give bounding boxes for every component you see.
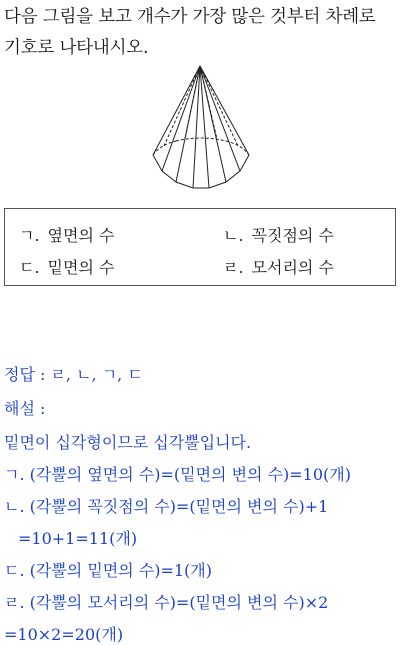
question-line-1: 다음 그림을 보고 개수가 가장 많은 것부터 차례로 [4,7,376,27]
choice-mark: ㄹ. [223,258,244,277]
explanation-line: ㄴ. (각뿔의 꼭짓점의 수)=(밑면의 변의 수)+1 [4,497,329,516]
choice-label: 옆면의 수 [47,226,115,245]
explanation-line: =10+1=11(개) [18,529,138,548]
choice-item [223,223,334,246]
answer-line: 정답 : ㄹ, ㄴ, ㄱ, ㄷ [4,365,143,384]
choice-mark: ㄱ. [19,226,40,245]
explanation-line: 밑면이 십각형이므로 십각뿔입니다. [4,433,252,452]
decagonal-pyramid-icon [150,63,252,193]
explanation-line: =10×2=20(개) [4,625,124,644]
pyramid-figure [150,63,252,193]
choices-box [4,208,396,286]
choice-item [223,255,334,278]
choice-mark: ㄷ. [19,258,40,277]
explanation-line: ㄹ. (각뿔의 모서리의 수)=(밑면의 변의 수)×2 [4,593,329,612]
explanation-line: ㄱ. (각뿔의 옆면의 수)=(밑면의 변의 수)=10(개) [4,465,351,484]
choice-item [19,223,114,246]
explanation-label: 해설 : [4,399,46,418]
choice-label: 밑면의 수 [47,258,115,277]
explanation-line: ㄷ. (각뿔의 밑면의 수)=1(개) [4,561,213,580]
choice-mark: ㄴ. [223,226,244,245]
choice-label: 모서리의 수 [251,258,334,277]
choice-label: 꼭짓점의 수 [251,226,334,245]
question-text [4,2,398,64]
question-line-2: 기호로 나타내시오. [4,38,149,58]
choice-item [19,255,114,278]
